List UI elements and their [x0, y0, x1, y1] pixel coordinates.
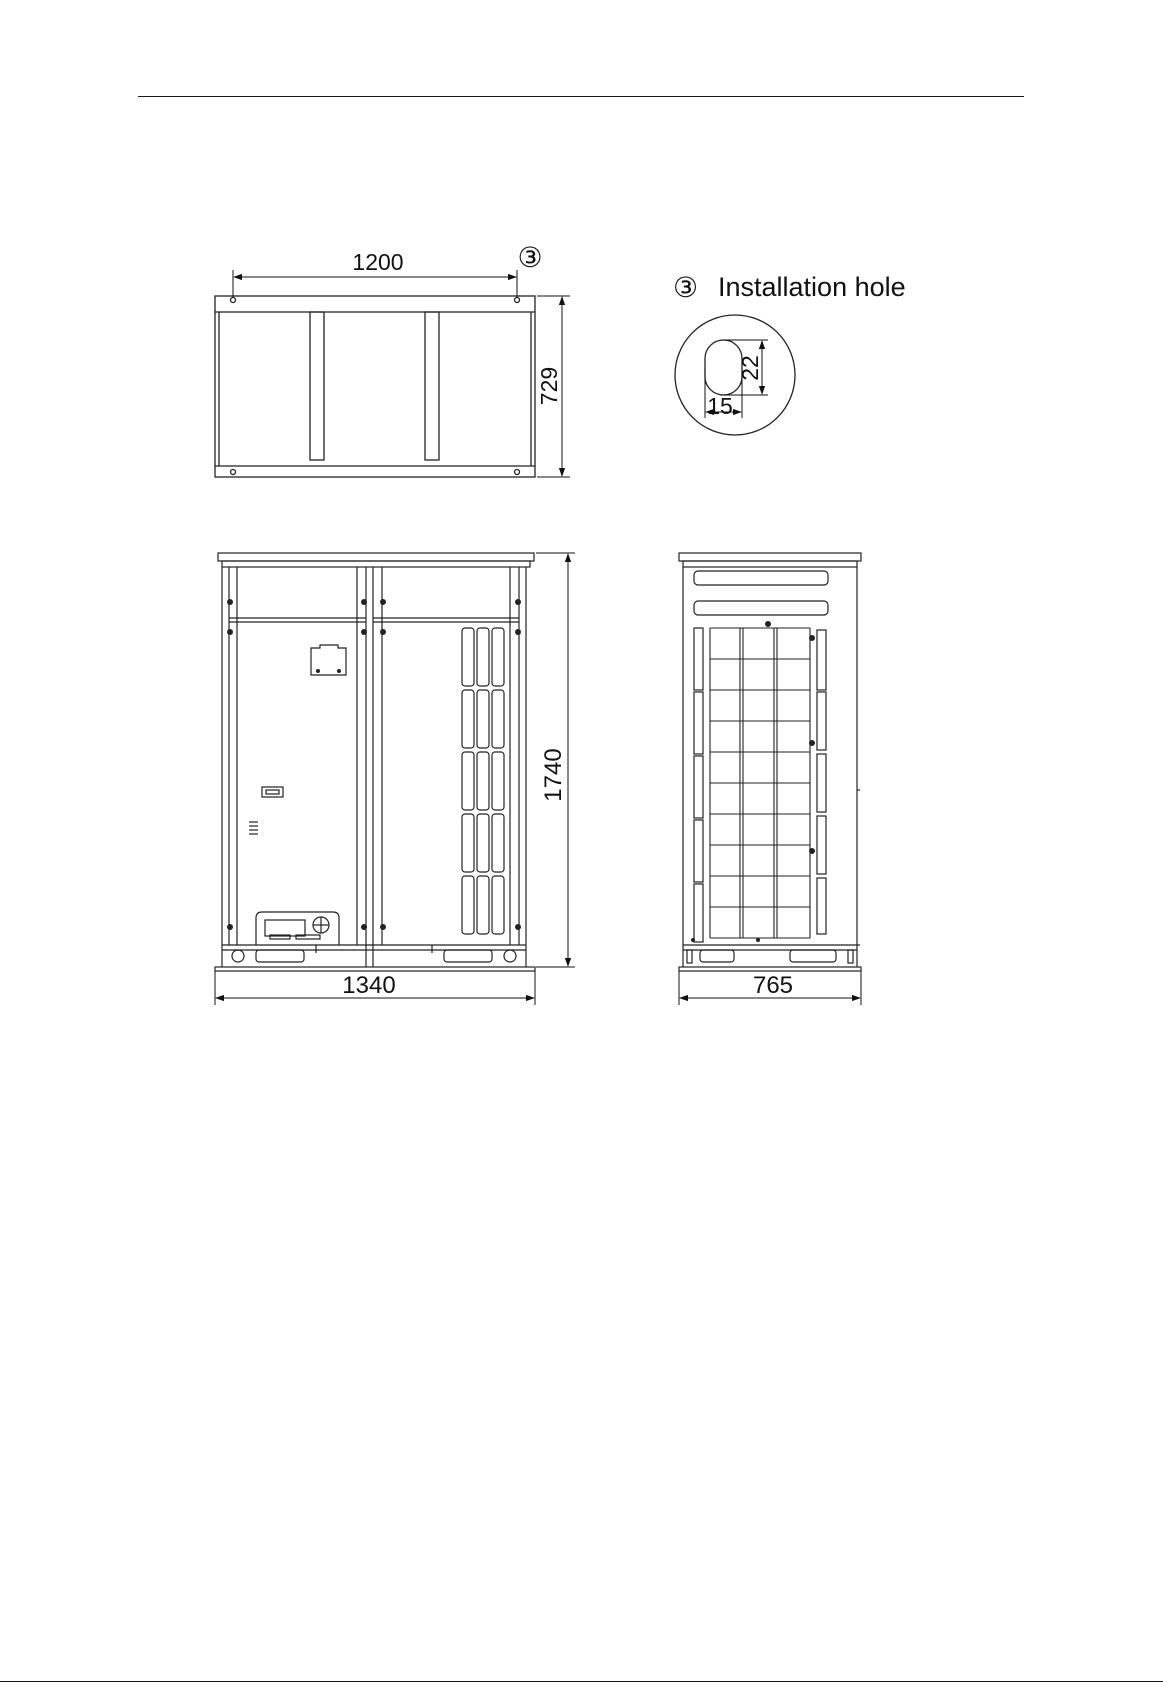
mount-hole-icon — [515, 470, 520, 475]
dim-label-15: 15 — [707, 393, 733, 419]
dim-label-1740: 1740 — [540, 748, 567, 802]
top-rail-left — [310, 312, 324, 460]
hole-detail-circle — [675, 315, 795, 435]
mount-hole-icon — [231, 470, 236, 475]
mount-hole-icon — [515, 298, 520, 303]
dim-label-1200: 1200 — [352, 249, 404, 275]
handle-icon — [262, 787, 283, 797]
side-top-cap — [679, 553, 861, 561]
side-slot — [700, 950, 734, 962]
dim-label-729: 729 — [536, 366, 562, 406]
side-slot — [790, 950, 836, 962]
callout-marker: ③ — [517, 242, 543, 273]
front-top-cap — [218, 553, 534, 561]
top-view — [215, 296, 535, 477]
dim-label-765: 765 — [752, 972, 794, 999]
side-louver — [694, 601, 828, 615]
dim-label-1340: 1340 — [342, 972, 396, 999]
electrical-box — [256, 912, 339, 945]
front-grill — [462, 628, 504, 934]
hole-detail — [675, 315, 795, 435]
mount-hole-icon — [231, 298, 236, 303]
forklift-slot — [444, 950, 492, 962]
dim-label-22: 22 — [737, 355, 763, 381]
top-rail-right — [425, 312, 439, 460]
side-view — [679, 553, 861, 971]
side-base — [679, 967, 861, 971]
front-base — [215, 967, 535, 971]
installation-hole-title: Installation hole — [718, 272, 906, 302]
top-view-outline — [215, 296, 535, 477]
side-grid — [710, 628, 810, 938]
front-view — [215, 553, 535, 971]
legend-marker: ③ — [673, 272, 699, 303]
side-louver — [694, 571, 828, 585]
forklift-slot — [256, 950, 304, 962]
